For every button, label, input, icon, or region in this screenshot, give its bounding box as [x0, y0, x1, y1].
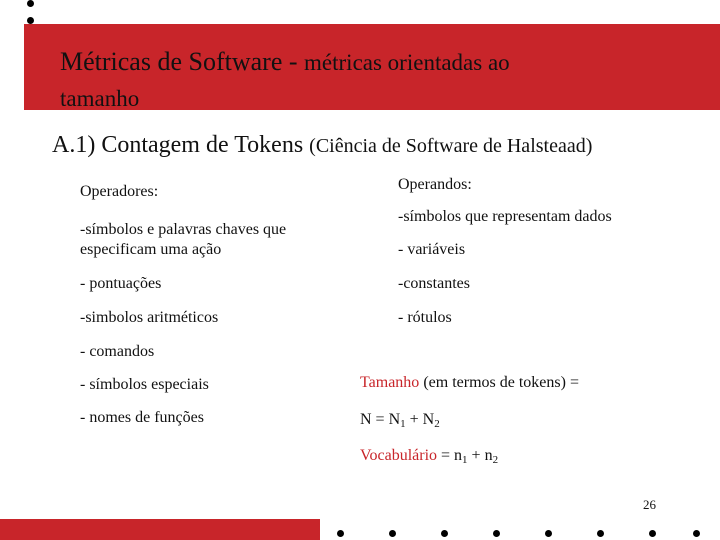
tamanho-formula	[360, 373, 579, 393]
subtitle-paren: (Ciência de Software de Halsteaad)	[309, 135, 593, 157]
section-subtitle	[52, 132, 712, 159]
n-eq: N = N	[360, 411, 401, 428]
footer-band	[0, 519, 320, 540]
operandos-header: Operandos:	[398, 176, 472, 193]
list-item: - símbolos especiais	[80, 376, 209, 393]
vocabulario-formula	[360, 446, 498, 470]
list-item: - variáveis	[398, 241, 466, 258]
bullet-dot	[649, 530, 656, 537]
title-sub: métricas orientadas ao	[304, 50, 510, 75]
bullet-dot	[545, 530, 552, 537]
vocab-label: Vocabulário	[360, 447, 438, 464]
list-item: -símbolos e palavras chaves que	[80, 221, 287, 238]
bullet-dot	[27, 17, 34, 24]
bullet-dot	[493, 530, 500, 537]
slide-title	[60, 44, 660, 116]
list-item: -constantes	[398, 275, 470, 292]
bullet-dot	[389, 530, 396, 537]
page-number: 26	[643, 497, 656, 512]
n-formula	[360, 410, 440, 434]
bullet-dot	[441, 530, 448, 537]
operadores-header: Operadores:	[80, 183, 159, 200]
list-item: - rótulos	[398, 309, 452, 326]
subtitle-main: A.1) Contagem de Tokens	[52, 132, 310, 158]
list-item: especificam uma ação	[80, 241, 222, 258]
list-item: - comandos	[80, 343, 155, 360]
bullet-dot	[337, 530, 344, 537]
v2-sub: 2	[492, 454, 499, 466]
bullet-dot	[27, 0, 34, 7]
vocab-plus: + n	[467, 447, 493, 464]
title-line2: tamanho	[60, 86, 140, 111]
list-item: - pontuações	[80, 275, 162, 292]
n1-sub: 1	[400, 418, 406, 430]
title-main: Métricas de Software -	[60, 47, 305, 76]
list-item: - nomes de funções	[80, 409, 204, 426]
bullet-dot	[597, 530, 604, 537]
v1-sub: 1	[462, 454, 468, 466]
plus-n: + N	[405, 411, 435, 428]
tamanho-label: Tamanho	[360, 374, 420, 391]
tamanho-rest: (em termos de tokens) =	[419, 374, 579, 391]
list-item: -simbolos aritméticos	[80, 309, 219, 326]
list-item: -símbolos que representam dados	[398, 208, 612, 225]
vocab-eq: = n	[437, 447, 463, 464]
n2-sub: 2	[434, 418, 440, 430]
bullet-dot	[693, 530, 700, 537]
